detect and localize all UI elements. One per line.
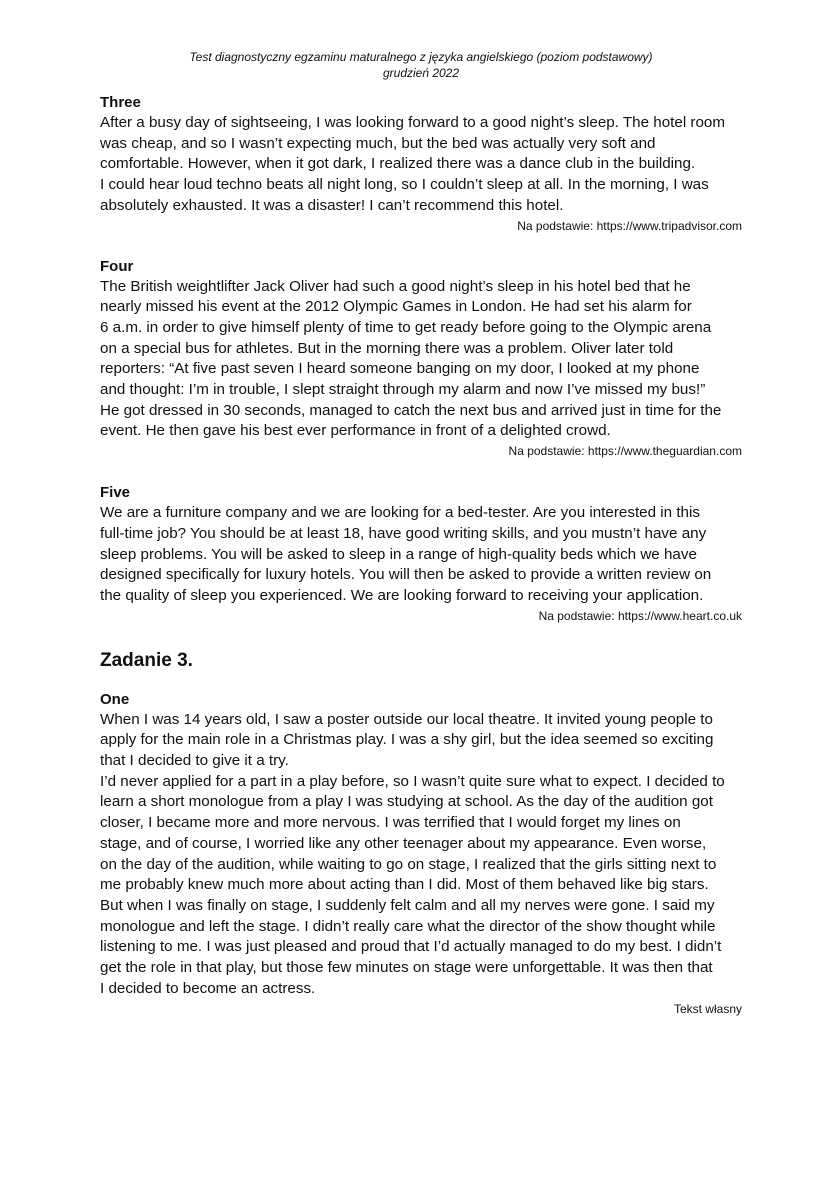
section-text-five: We are a furniture company and we are looking for a bed-tester. Are you interested in this full-time job? You should be at least 18, have good writing skills, and you mustn’t have any sleep problems. You will be asked to sleep in a range of high-quality beds which we have designed specifically for luxury hotels. You will then be asked to provide a written review on the quality of sleep you experienced. We are looking forward to receiving your application. (100, 504, 712, 604)
section-title-five: Five (100, 484, 131, 502)
section-text-one: When I was 14 years old, I saw a poster outside our local theatre. It invited young people to apply for the main role in a Christmas play. I was a shy girl, but the idea seemed so exciting that I decided to give it a try. I’d never applied for a part in a play before, so I wasn’t quite sure what to expect. I decided to learn a short monologue from a play I was studying at school. As the day of the audition got closer, I became more and more nervous. I was terrified that I would forget my lines on stage, and of course, I worried like any other teenager about my appearance. Even worse, on the day of the audition, while waiting to go on stage, I realized that the girls sitting next to me probably knew much more about acting than I did. Most of them behaved like big stars. But when I was finally on stage, I suddenly felt calm and all my nerves were gone. I said my monologue and left the stage. I didn’t really care what the director of the show thought while listening to me. I was just pleased and proud that I’d actually managed to do my best. I didn’t get the role in that play, but those few minutes on stage were unforgettable. It was then that I decided to become an actress. (100, 710, 725, 997)
source-note-four: Na podstawie: https://www.theguardian.com (508, 444, 742, 459)
document-page (100, 0, 742, 1017)
source-note-five: Na podstawie: https://www.heart.co.uk (538, 608, 742, 623)
section-title-three: Three (100, 94, 141, 111)
task-heading: Zadanie 3. (100, 649, 193, 671)
section-title-one: One (100, 690, 130, 708)
source-note-three: Na podstawie: https://www.tripadvisor.com (517, 218, 742, 233)
page-header (100, 49, 742, 81)
section-title-four: Four (100, 257, 134, 275)
header-exam-title: Test diagnostyczny egzaminu maturalnego z języka angielskiego (poziom podstawowy) (189, 50, 653, 64)
section-text-four: The British weightlifter Jack Oliver had such a good night’s sleep in his hotel bed that he nearly missed his event at the 2012 Olympic Games in London. He had set his alarm for 6 a.m. in order to give himself plenty of time to get ready before going to the Olympic arena on a special bus for athletes. But in the morning there was a problem. Oliver later told reporters: “At five past seven I heard someone banging on my door, I looked at my phone and thought: I’m in trouble, I slept straight through my alarm and now I’ve missed my bus!” He got dressed in 30 seconds, managed to catch the next bus and arrived just in time for the event. He then gave his best ever performance in front of a delighted crowd. (100, 277, 722, 440)
section-text-three: After a busy day of sightseeing, I was looking forward to a good night’s sleep. The hotel room was cheap, and so I wasn’t expecting much, but the bed was actually very soft and comfortable. However, when it got dark, I realized there was a dance club in the building. I could hear loud techno beats all night long, so I couldn’t sleep at all. In the morning, I was absolutely exhausted. It was a disaster! I can’t recommend this hotel. (100, 114, 726, 214)
text-section-three (100, 93, 742, 234)
text-section-one (100, 690, 742, 1017)
source-note-one: Tekst własny (673, 1001, 742, 1016)
text-section-four (100, 257, 742, 460)
header-date: grudzień 2022 (382, 66, 460, 80)
text-section-five (100, 483, 742, 624)
